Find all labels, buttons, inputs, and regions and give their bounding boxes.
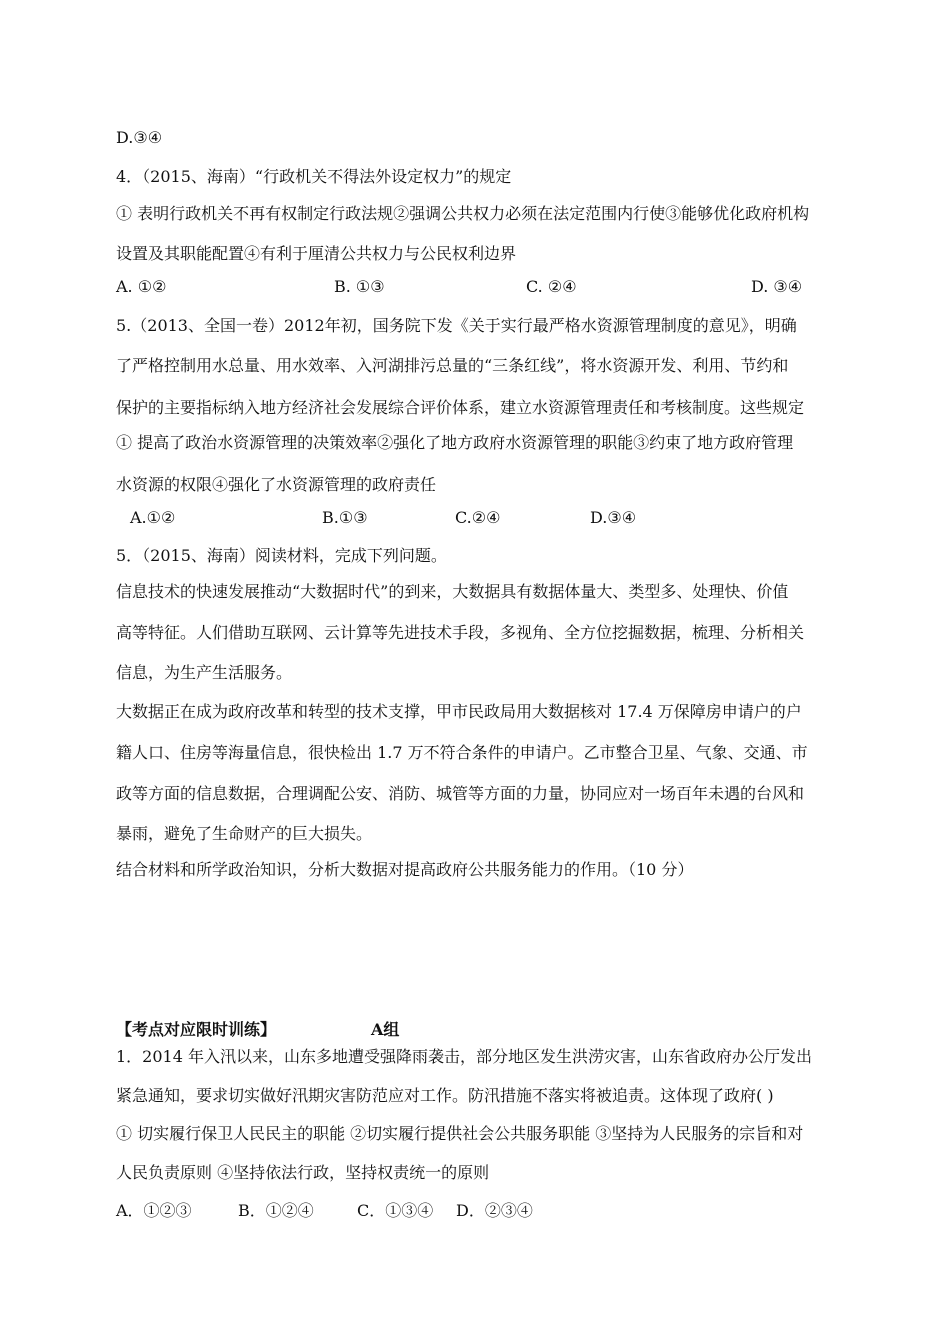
- q5a-option-c: C.②④: [455, 508, 501, 527]
- q5a-stem-line-1: 5.（2013、全国一卷）2012年初，国务院下发《关于实行最严格水资源管理制度的意见》，明确: [116, 316, 797, 335]
- q1-option-b: B．①②④: [238, 1201, 314, 1220]
- q1-stem-line-1: 1．2014 年入汛以来，山东多地遭受强降雨袭击，部分地区发生洪涝灾害，山东省政府办公厅发出: [116, 1047, 812, 1066]
- q5b-question: 结合材料和所学政治知识，分析大数据对提高政府公共服务能力的作用。（10 分）: [116, 860, 694, 879]
- q5a-items-line-1: ① 提高了政治水资源管理的决策效率②强化了地方政府水资源管理的职能③约束了地方政府管理: [116, 433, 794, 452]
- q4-items-line-1: ① 表明行政机关不再有权制定行政法规②强调公共权力必须在法定范围内行使③能够优化政府机构: [116, 204, 810, 223]
- q5a-option-b: B.①③: [322, 508, 368, 527]
- q4-option-b: B. ①③: [334, 277, 385, 296]
- q5a-option-d: D.③④: [590, 508, 637, 527]
- q1-items-line-1: ① 切实履行保卫人民民主的职能 ②切实履行提供社会公共服务职能 ③坚持为人民服务的宗旨和对: [116, 1124, 804, 1143]
- q4-items-line-2: 设置及其职能配置④有利于厘清公共权力与公民权利边界: [116, 244, 517, 263]
- q5a-items-line-2: 水资源的权限④强化了水资源管理的政府责任: [116, 475, 437, 494]
- q1-items-line-2: 人民负责原则 ④坚持依法行政，坚持权责统一的原则: [116, 1163, 490, 1182]
- section-title: 【考点对应限时训练】: [116, 1020, 277, 1039]
- q5b-stem: 5．（2015、海南）阅读材料，完成下列问题。: [116, 546, 447, 565]
- q1-option-c: C．①③④: [357, 1201, 434, 1220]
- q1-option-a: A．①②③: [116, 1201, 192, 1220]
- q5b-p1-line-3: 信息，为生产生活服务。: [116, 663, 293, 682]
- q5b-p2-line-3: 政等方面的信息数据，合理调配公安、消防、城管等方面的力量，协同应对一场百年未遇的台风和: [116, 784, 805, 803]
- q5b-p1-line-2: 高等特征。人们借助互联网、云计算等先进技术手段，多视角、全方位挖掘数据，梳理、分析相关: [116, 623, 805, 642]
- q1-stem-line-2: 紧急通知，要求切实做好汛期灾害防范应对工作。防汛措施不落实将被追责。这体现了政府( ): [116, 1086, 774, 1105]
- q5a-option-a: A.①②: [130, 508, 176, 527]
- q4-option-d: D. ③④: [751, 277, 803, 296]
- q3-option-d: D.③④: [116, 128, 163, 147]
- q5a-stem-line-2: 了严格控制用水总量、用水效率、入河湖排污总量的“三条红线”，将水资源开发、利用、节约和: [116, 356, 789, 375]
- q5b-p2-line-4: 暴雨，避免了生命财产的巨大损失。: [116, 824, 373, 843]
- q5b-p2-line-2: 籍人口、住房等海量信息，很快检出 1.7 万不符合条件的申请户。乙市整合卫星、气象、交通、市: [116, 743, 808, 762]
- q5b-p2-line-1: 大数据正在成为政府改革和转型的技术支撑，甲市民政局用大数据核对 17.4 万保障房申请户的户: [116, 702, 802, 721]
- q4-option-c: C. ②④: [526, 277, 577, 296]
- q5b-p1-line-1: 信息技术的快速发展推动“大数据时代”的到来，大数据具有数据体量大、类型多、处理快、价值: [116, 582, 789, 601]
- q4-stem: 4．（2015、海南）“行政机关不得法外设定权力”的规定: [116, 167, 512, 186]
- section-group: A组: [371, 1020, 400, 1039]
- q5a-stem-line-3: 保护的主要指标纳入地方经济社会发展综合评价体系，建立水资源管理责任和考核制度。这些规定: [116, 398, 805, 417]
- q4-option-a: A. ①②: [116, 277, 167, 296]
- q1-option-d: D．②③④: [456, 1201, 533, 1220]
